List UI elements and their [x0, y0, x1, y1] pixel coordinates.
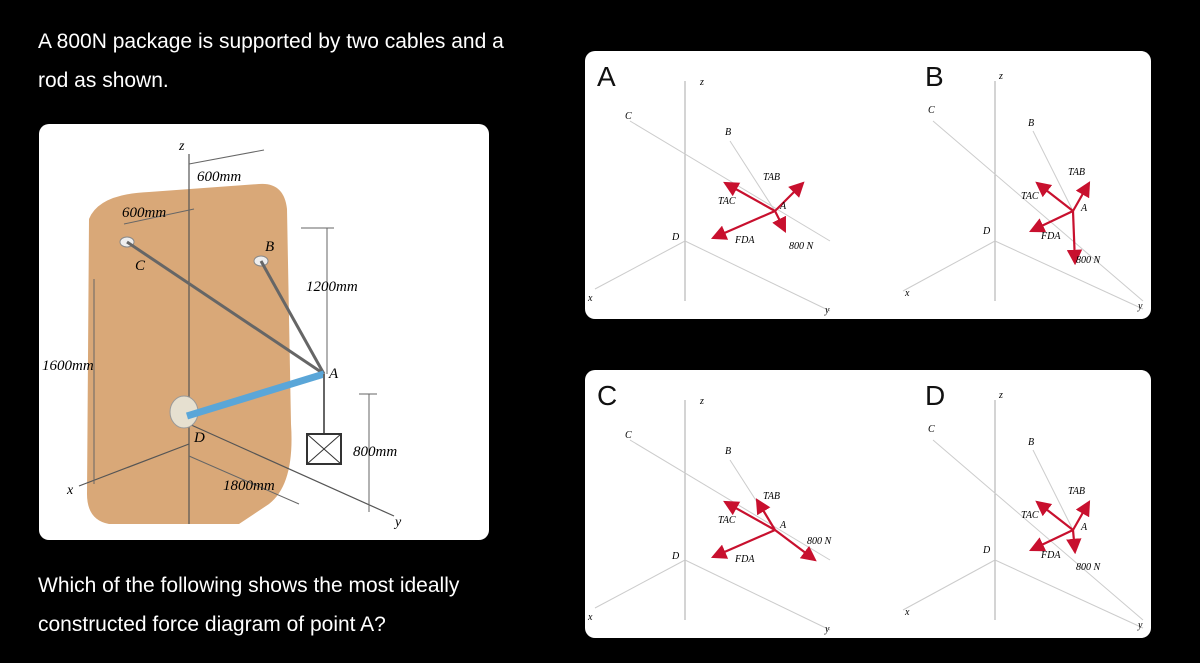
opt-x: x — [588, 293, 593, 304]
option-d-letter: D — [925, 380, 946, 411]
opt-fda: FDA — [1041, 231, 1061, 242]
opt-w: 800 N — [807, 536, 832, 547]
opt-x: x — [905, 288, 910, 299]
opt-y: y — [825, 624, 830, 635]
problem-figure — [39, 124, 489, 540]
fig-label-b: B — [265, 239, 275, 255]
opt-fda: FDA — [735, 554, 755, 565]
w-arrow — [775, 211, 785, 231]
opt-tab: TAB — [1068, 486, 1086, 497]
opt-a: A — [1081, 203, 1088, 214]
opt-d: D — [672, 232, 680, 243]
fig-label-d: D — [194, 430, 205, 446]
dim-600-top: 600mm — [197, 169, 242, 185]
opt-d: D — [983, 226, 991, 237]
opt-tab: TAB — [763, 491, 781, 502]
dim-800: 800mm — [353, 444, 398, 460]
fda-arrow — [1031, 211, 1073, 231]
opt-x: x — [905, 607, 910, 618]
opt-z: z — [999, 71, 1003, 82]
opt-c: C — [625, 111, 632, 122]
opt-x: x — [588, 612, 593, 623]
opt-tac: TAC — [1021, 510, 1039, 521]
opt-y: y — [1138, 301, 1143, 312]
dim-600-left: 600mm — [122, 205, 167, 221]
opt-z: z — [999, 390, 1003, 401]
fda-arrow — [1031, 530, 1073, 550]
tac-arrow — [1037, 183, 1073, 211]
fda-arrow — [713, 530, 775, 557]
opt-y: y — [1138, 620, 1143, 631]
option-a-letter: A — [597, 61, 616, 92]
fig-label-c: C — [135, 258, 146, 274]
option-b-card[interactable] — [905, 51, 1151, 319]
opt-b: B — [1028, 437, 1035, 448]
opt-tac: TAC — [718, 515, 736, 526]
opt-fda: FDA — [735, 235, 755, 246]
option-d-diagram — [905, 370, 1151, 638]
fig-label-y: y — [395, 515, 402, 530]
question-intro: A 800N package is supported by two cables and a rod as shown. — [38, 30, 504, 92]
tac-arrow — [1037, 502, 1073, 530]
opt-c: C — [928, 105, 935, 116]
fda-arrow — [713, 211, 775, 238]
dim-1800: 1800mm — [223, 478, 275, 494]
opt-b: B — [725, 446, 732, 457]
opt-w: 800 N — [789, 241, 814, 252]
opt-tac: TAC — [1021, 191, 1039, 202]
opt-d: D — [672, 551, 680, 562]
opt-d: D — [983, 545, 991, 556]
opt-a: A — [1081, 522, 1088, 533]
opt-z: z — [700, 77, 704, 88]
opt-fda: FDA — [1041, 550, 1061, 561]
option-d-card[interactable] — [905, 370, 1151, 638]
option-c-letter: C — [597, 380, 618, 411]
opt-y: y — [825, 305, 830, 316]
opt-tab: TAB — [1068, 167, 1086, 178]
opt-tac: TAC — [718, 196, 736, 207]
fig-label-z: z — [179, 139, 185, 154]
dim-1600: 1600mm — [42, 358, 94, 374]
opt-b: B — [1028, 118, 1035, 129]
opt-c: C — [928, 424, 935, 435]
opt-w: 800 N — [1076, 255, 1101, 266]
question-prompt: Which of the following shows the most ideally constructed force diagram of point A? — [38, 574, 460, 636]
opt-z: z — [700, 396, 704, 407]
w-arrow — [1073, 530, 1075, 552]
opt-b: B — [725, 127, 732, 138]
fig-label-x: x — [67, 483, 74, 498]
fig-label-a: A — [329, 366, 339, 382]
dim-1200: 1200mm — [306, 279, 358, 295]
opt-c: C — [625, 430, 632, 441]
option-b-letter: B — [925, 61, 944, 92]
opt-a: A — [780, 520, 787, 531]
option-b-diagram — [905, 51, 1151, 319]
opt-a: A — [780, 201, 787, 212]
problem-figure-svg — [39, 124, 489, 540]
opt-tab: TAB — [763, 172, 781, 183]
opt-w: 800 N — [1076, 562, 1101, 573]
w-arrow — [1073, 211, 1075, 263]
